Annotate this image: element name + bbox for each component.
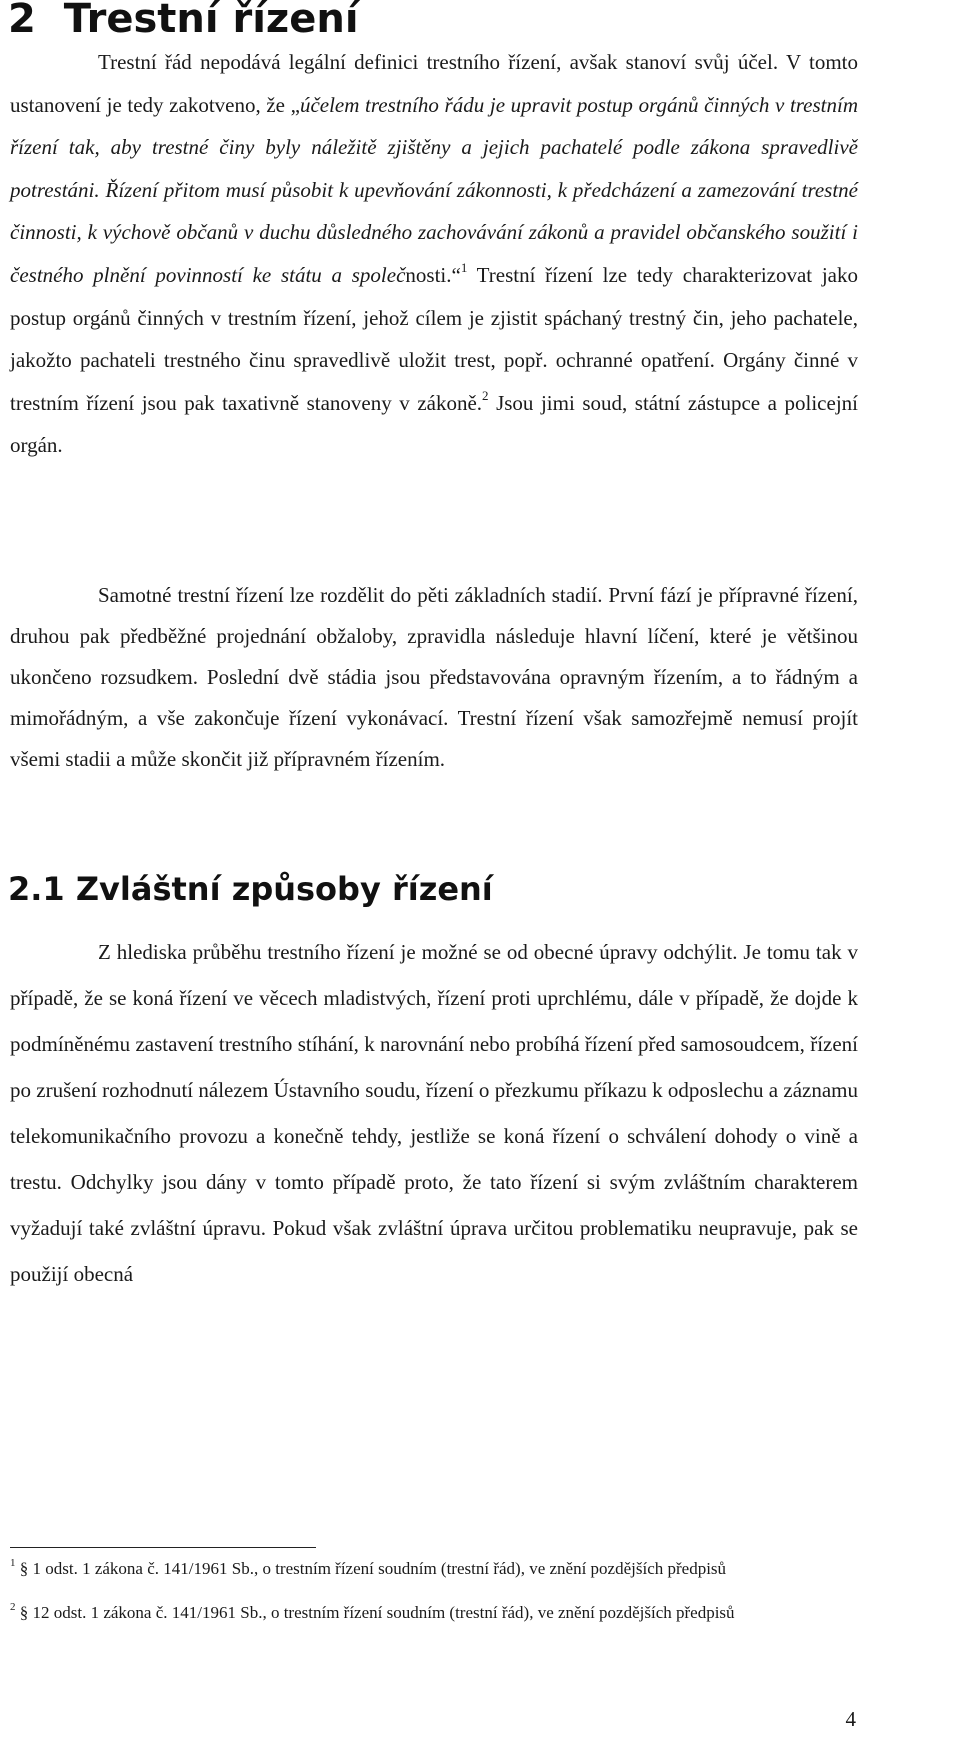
paragraph-special-procedures: [10, 929, 858, 1297]
page-number: 4: [845, 1707, 856, 1731]
section-heading: [8, 866, 493, 912]
footnote-separator: [10, 1547, 316, 1548]
paragraph-organs-text: Jsou jimi soud, státní zástupce a policejní orgán.: [10, 390, 858, 458]
quoted-purpose-text: je upravit postup orgánů činných v trestním řízení tak, aby trestné činy byly náležitě zjištěny a jejich pachatelé podle zákona spravedlivě potrestáni. Řízení přitom musí působit k upevňování zákonnosti, k předcházení a zamezování trestné činnosti, k výchově občanů v duchu důsledného zachovávání zákonů a pravidel občanského soužití i čestného plnění povinností ke státu a společ: [10, 92, 859, 287]
paragraph-definition: [10, 41, 858, 467]
section-title: Zvláštní způsoby řízení: [75, 870, 493, 908]
footnote-ref-2[interactable]: 2: [482, 387, 489, 403]
chapter-number: 2: [8, 0, 36, 42]
quoted-purpose-term: účelem trestního řádu: [299, 92, 485, 117]
footnote-text-2: § 12 odst. 1 zákona č. 141/1961 Sb., o trestním řízení soudním (trestní řád), ve znění pozdějších předpisů: [19, 1603, 735, 1622]
chapter-heading: [8, 0, 359, 44]
footnote-text-1: § 1 odst. 1 zákona č. 141/1961 Sb., o trestním řízení soudním (trestní řád), ve znění pozdějších předpisů: [19, 1559, 727, 1578]
footnote-number-2: 2: [10, 1601, 16, 1614]
quote-close-text: nosti.“: [405, 262, 461, 287]
paragraph-intro-text: Trestní řád nepodává legální definici trestního řízení, avšak stanoví svůj účel. V tomto ustanovení je tedy zakotveno, že: [10, 50, 858, 117]
section-number: 2.1: [8, 870, 65, 908]
paragraph-stages-text: Samotné trestní řízení lze rozdělit do pěti základních stadií. První fází je přípravné řízení, druhou pak předběžné projednání obžaloby, zpravidla následuje hlavní líčení, které je většinou ukončeno rozsudkem. Poslední dvě stádia jsou představována opravným řízením, a to řádným a mimořádným, a vše zakončuje řízení vykonávací. Trestní řízení však samozřejmě nemusí projít všemi stadii a může skončit již přípravném řízením.: [10, 583, 858, 771]
footnote-number-1: 1: [10, 1557, 16, 1570]
paragraph-stages: [10, 575, 858, 780]
chapter-title: Trestní řízení: [63, 0, 359, 42]
quote-open: „: [290, 92, 300, 117]
footnote-2: [10, 1602, 858, 1624]
footnote-1: [10, 1558, 858, 1580]
paragraph-special-procedures-text: Z hlediska průběhu trestního řízení je možné se od obecné úpravy odchýlit. Je tomu tak v případě, že se koná řízení ve věcech mladistvých, řízení proti uprchlému, dále v případě, že dojde k podmíněnému zastavení trestního stíhání, k narovnání nebo probíhá řízení před samosoudcem, řízení po zrušení rozhodnutí nálezem Ústavního soudu, řízení o přezkumu příkazu k odposlechu a záznamu telekomunikačního provozu a konečně tehdy, jestliže se koná řízení o schválení dohody o vině a trestu. Odchylky jsou dány v tomto případě proto, že tato řízení si svým zvláštním charakterem vyžadují také zvláštní úpravu. Pokud však zvláštní úprava určitou problematiku neupravuje, pak se použijí obecná: [10, 940, 858, 1286]
paragraph-characterization-text: Trestní řízení lze tedy charakterizovat jako postup orgánů činných v trestním řízení, jehož cílem je zjistit spáchaný trestný čin, jeho pachatele, jakožto pachateli trestného činu spravedlivě uložit trest, popř. ochranné opatření. Orgány činné v trestním řízení jsou pak taxativně stanoveny v zákoně.: [10, 262, 859, 415]
footnote-ref-1[interactable]: 1: [460, 259, 468, 275]
